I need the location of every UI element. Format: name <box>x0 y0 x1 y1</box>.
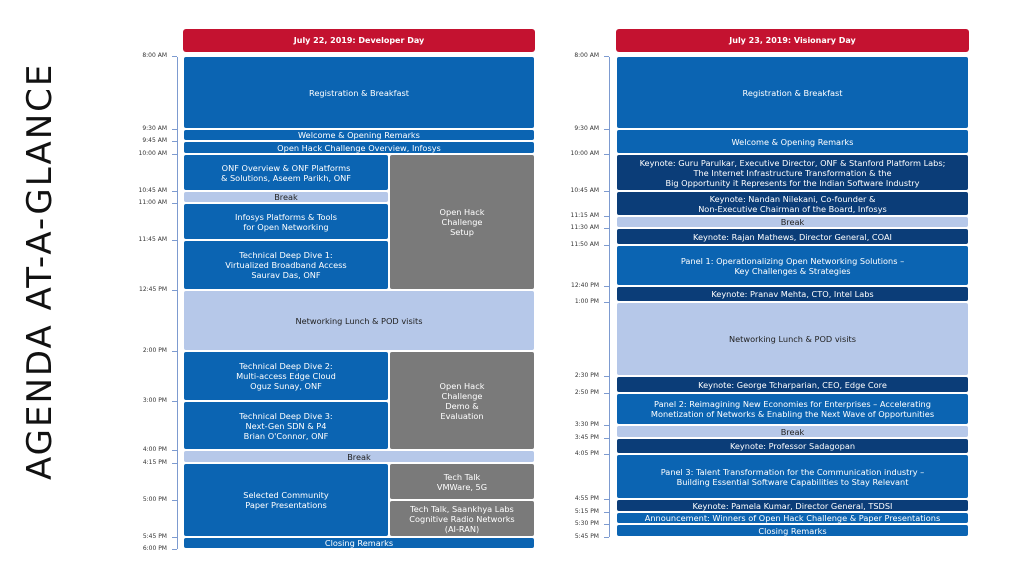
keynote-block[interactable]: Keynote: Pamela Kumar, Director General, TSDSI <box>616 499 969 512</box>
tick <box>604 524 609 525</box>
lunch-block[interactable]: Networking Lunch & POD visits <box>616 302 969 376</box>
time-label: 9:45 AM <box>142 137 167 144</box>
time-label: 1:00 PM <box>574 298 599 305</box>
page-title: AGENDA AT-A-GLANCE <box>20 62 60 480</box>
panel-block[interactable]: Panel 2: Reimagining New Economies for Enterprises – Accelerating Monetization of Networks & Enabling the Next Wave of Opportunities <box>616 393 969 425</box>
time-label: 10:00 AM <box>570 150 599 157</box>
time-label: 11:45 AM <box>138 236 167 243</box>
tick <box>604 438 609 439</box>
session-block[interactable]: Technical Deep Dive 1: Virtualized Broadband Access Saurav Das, ONF <box>183 240 389 290</box>
announcement-block[interactable]: Announcement: Winners of Open Hack Challenge & Paper Presentations <box>616 512 969 524</box>
break-block[interactable]: Break <box>183 191 389 203</box>
lunch-block[interactable]: Networking Lunch & POD visits <box>183 290 535 351</box>
time-label: 4:00 PM <box>142 446 167 453</box>
tick <box>172 129 177 130</box>
tick <box>172 203 177 204</box>
keynote-block[interactable]: Keynote: George Tcharparian, CEO, Edge Core <box>616 376 969 393</box>
tick <box>604 129 609 130</box>
hack-block[interactable]: Open Hack Challenge Setup <box>389 154 535 290</box>
hack-block[interactable]: Open Hack Challenge Demo & Evaluation <box>389 351 535 450</box>
time-label: 5:15 PM <box>574 508 599 515</box>
break-block[interactable]: Break <box>616 425 969 438</box>
day2-timeline <box>609 57 610 537</box>
tick <box>604 286 609 287</box>
tick <box>604 512 609 513</box>
session-block[interactable]: Technical Deep Dive 2: Multi-access Edge Cloud Oguz Sunay, ONF <box>183 351 389 401</box>
keynote-block[interactable]: Keynote: Professor Sadagopan <box>616 438 969 454</box>
tick <box>172 500 177 501</box>
tick <box>604 154 609 155</box>
time-label: 10:45 AM <box>570 187 599 194</box>
tick <box>604 425 609 426</box>
session-block[interactable]: ONF Overview & ONF Platforms & Solutions, Aseem Parikh, ONF <box>183 154 389 191</box>
session-block[interactable]: Closing Remarks <box>183 537 535 549</box>
session-block[interactable]: Infosys Platforms & Tools for Open Networking <box>183 203 389 240</box>
keynote-block[interactable]: Keynote: Pranav Mehta, CTO, Intel Labs <box>616 286 969 302</box>
session-block[interactable]: Registration & Breakfast <box>183 56 535 129</box>
tick <box>172 240 177 241</box>
time-label: 2:00 PM <box>142 347 167 354</box>
time-label: 11:50 AM <box>570 241 599 248</box>
tick <box>604 376 609 377</box>
time-label: 5:45 PM <box>142 533 167 540</box>
keynote-block[interactable]: Keynote: Guru Parulkar, Executive Director, ONF & Stanford Platform Labs; The Internet Infrastructure Transformation & the Big Opportunity it Represents for the Indian Software Industry <box>616 154 969 191</box>
session-block[interactable]: Open Hack Challenge Overview, Infosys <box>183 141 535 154</box>
time-label: 8:00 AM <box>574 52 599 59</box>
time-label: 4:05 PM <box>574 450 599 457</box>
tech-talk-block[interactable]: Tech Talk, Saankhya Labs Cognitive Radio Networks (AI-RAN) <box>389 500 535 537</box>
tick <box>604 245 609 246</box>
tick <box>172 191 177 192</box>
keynote-block[interactable]: Keynote: Rajan Mathews, Director General, COAI <box>616 228 969 245</box>
time-label: 11:15 AM <box>570 212 599 219</box>
time-label: 9:30 AM <box>142 125 167 132</box>
time-label: 4:55 PM <box>574 495 599 502</box>
day2-header: July 23, 2019: Visionary Day <box>616 29 969 52</box>
tick <box>172 463 177 464</box>
tick <box>604 302 609 303</box>
time-label: 6:00 PM <box>142 545 167 552</box>
time-label: 9:30 AM <box>574 125 599 132</box>
time-label: 11:00 AM <box>138 199 167 206</box>
session-block[interactable]: Selected Community Paper Presentations <box>183 463 389 537</box>
break-block[interactable]: Break <box>616 216 969 228</box>
tick <box>172 141 177 142</box>
time-label: 2:30 PM <box>574 372 599 379</box>
time-label: 11:30 AM <box>570 224 599 231</box>
session-block[interactable]: Registration & Breakfast <box>616 56 969 129</box>
time-label: 5:00 PM <box>142 496 167 503</box>
tick <box>172 56 177 57</box>
keynote-block[interactable]: Keynote: Nandan Nilekani, Co-founder & Non-Executive Chairman of the Board, Infosys <box>616 191 969 216</box>
time-label: 10:45 AM <box>138 187 167 194</box>
tick <box>172 290 177 291</box>
session-block[interactable]: Welcome & Opening Remarks <box>616 129 969 154</box>
time-label: 3:45 PM <box>574 434 599 441</box>
tick <box>604 216 609 217</box>
tick <box>604 228 609 229</box>
day1-timeline <box>177 57 178 549</box>
break-block[interactable]: Break <box>183 450 535 463</box>
time-label: 3:30 PM <box>574 421 599 428</box>
tick <box>172 450 177 451</box>
day1-header: July 22, 2019: Developer Day <box>183 29 535 52</box>
panel-block[interactable]: Panel 3: Talent Transformation for the Communication industry – Building Essential Software Capabilities to Stay Relevant <box>616 454 969 499</box>
tick <box>604 454 609 455</box>
tick <box>604 393 609 394</box>
tick <box>172 351 177 352</box>
session-block[interactable]: Welcome & Opening Remarks <box>183 129 535 141</box>
panel-block[interactable]: Panel 1: Operationalizing Open Networking Solutions – Key Challenges & Strategies <box>616 245 969 286</box>
time-label: 10:00 AM <box>138 150 167 157</box>
tick <box>172 401 177 402</box>
tick <box>604 499 609 500</box>
time-label: 12:45 PM <box>139 286 167 293</box>
session-block[interactable]: Closing Remarks <box>616 524 969 537</box>
tick <box>172 537 177 538</box>
tick <box>172 154 177 155</box>
tick <box>604 56 609 57</box>
time-label: 5:45 PM <box>574 533 599 540</box>
time-label: 8:00 AM <box>142 52 167 59</box>
tick <box>604 537 609 538</box>
tick <box>172 549 177 550</box>
time-label: 4:15 PM <box>142 459 167 466</box>
time-label: 5:30 PM <box>574 520 599 527</box>
tech-talk-block[interactable]: Tech Talk VMWare, 5G <box>389 463 535 500</box>
time-label: 3:00 PM <box>142 397 167 404</box>
tick <box>604 191 609 192</box>
time-label: 12:40 PM <box>571 282 599 289</box>
time-label: 2:50 PM <box>574 389 599 396</box>
session-block[interactable]: Technical Deep Dive 3: Next-Gen SDN & P4 Brian O'Connor, ONF <box>183 401 389 450</box>
